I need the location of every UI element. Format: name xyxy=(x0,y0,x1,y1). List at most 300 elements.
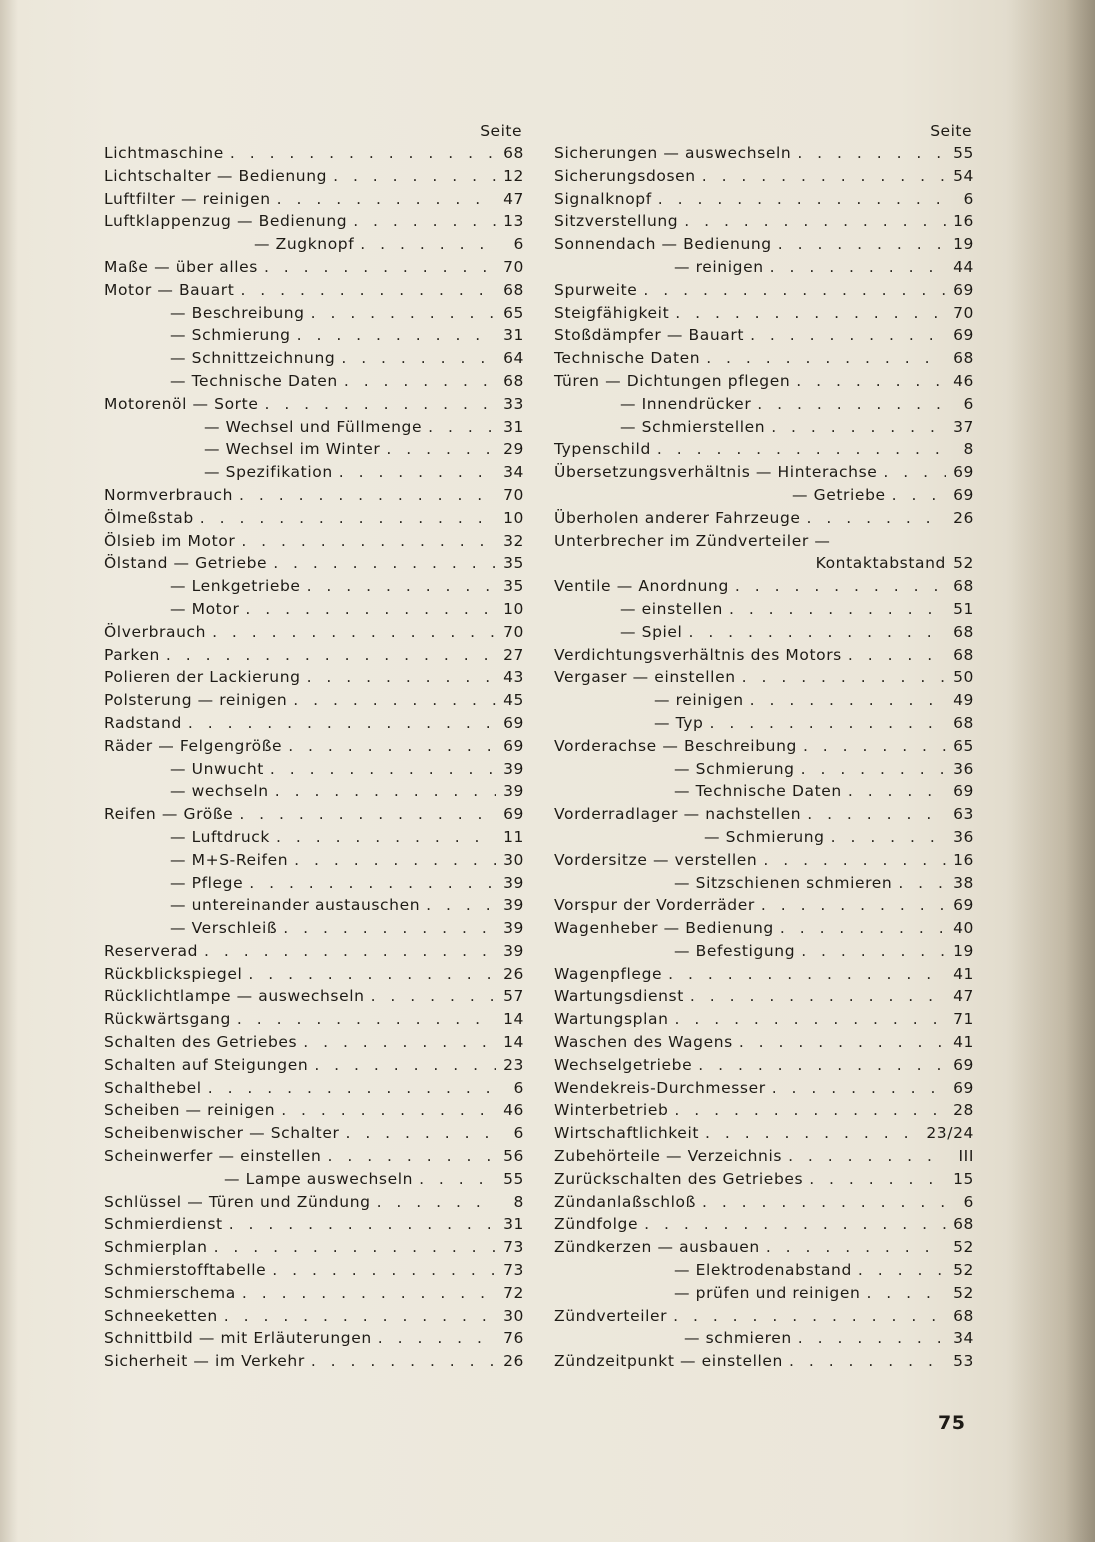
index-entry-text: Schmierdienst xyxy=(104,1215,223,1234)
index-entry-text: Schneeketten xyxy=(104,1306,218,1325)
index-entry xyxy=(104,917,524,940)
index-entry-text: Polieren der Lackierung xyxy=(104,668,301,687)
index-entry xyxy=(554,666,974,689)
index-entry-page: 54 xyxy=(953,166,974,185)
index-entry xyxy=(554,780,974,803)
leader-dots xyxy=(275,780,496,803)
index-entry xyxy=(104,461,524,484)
index-entry xyxy=(104,758,524,781)
index-entry-page: 70 xyxy=(503,485,524,504)
leader-dots xyxy=(239,484,496,507)
leader-dots xyxy=(644,1213,946,1236)
leader-dots xyxy=(780,917,946,940)
leader-dots xyxy=(729,598,946,621)
index-entry xyxy=(554,1350,974,1373)
index-entry-text: Zurückschalten des Getriebes xyxy=(554,1169,804,1188)
index-entry-page: 19 xyxy=(953,941,974,960)
index-entry-page: 41 xyxy=(953,964,974,983)
index-entry-page: 70 xyxy=(953,303,974,322)
leader-dots xyxy=(264,256,496,279)
leader-dots xyxy=(276,826,496,849)
index-entry-text: Wagenpflege xyxy=(554,964,663,983)
leader-dots xyxy=(426,894,496,917)
leader-dots xyxy=(248,963,496,986)
index-entry xyxy=(104,1145,524,1168)
index-entry-text: — Wechsel im Winter xyxy=(204,440,381,459)
index-entry-text: Verdichtungsverhältnis des Motors xyxy=(554,645,842,664)
leader-dots xyxy=(801,758,946,781)
index-entry-text: — Typ xyxy=(654,713,704,732)
index-entry-page: 68 xyxy=(953,622,974,641)
index-entry xyxy=(554,279,974,302)
index-entry-text: — reinigen xyxy=(654,691,744,710)
leader-dots xyxy=(230,142,496,165)
index-entry xyxy=(554,461,974,484)
index-entry xyxy=(104,1305,524,1328)
index-entry xyxy=(554,621,974,644)
index-entry-page: 69 xyxy=(953,280,974,299)
index-entry-text: Scheiben — reinigen xyxy=(104,1101,276,1120)
index-entry-text: Rücklichtlampe — auswechseln xyxy=(104,987,365,1006)
index-entry-page: 68 xyxy=(503,280,524,299)
index-entry-page: 6 xyxy=(963,1192,974,1211)
index-entry xyxy=(104,1008,524,1031)
index-entry-page: 31 xyxy=(503,1215,524,1234)
index-entry xyxy=(554,1213,974,1236)
index-entry-page: 30 xyxy=(503,850,524,869)
index-entry-page: 41 xyxy=(953,1033,974,1052)
leader-dots xyxy=(303,1031,496,1054)
index-entry-page: 65 xyxy=(503,303,524,322)
index-entry-text: — M+S-Reifen xyxy=(170,850,289,869)
index-entry-page: 23/24 xyxy=(926,1124,974,1143)
index-entry-text: Wartungsplan xyxy=(554,1010,669,1029)
leader-dots xyxy=(739,1031,946,1054)
index-entry xyxy=(104,735,524,758)
index-entry-text: Radstand xyxy=(104,713,182,732)
leader-dots xyxy=(204,940,496,963)
index-entry xyxy=(104,712,524,735)
index-entry-text: — Elektrodenabstand xyxy=(674,1261,852,1280)
leader-dots xyxy=(797,142,946,165)
index-column-right xyxy=(554,120,974,1373)
index-entry xyxy=(104,894,524,917)
index-entry-text: — Technische Daten xyxy=(674,782,842,801)
index-entry xyxy=(104,1031,524,1054)
index-entry xyxy=(554,917,974,940)
leader-dots xyxy=(214,1236,496,1259)
index-entry-page: 34 xyxy=(953,1329,974,1348)
leader-dots xyxy=(866,1282,946,1305)
index-entry-page: 73 xyxy=(503,1238,524,1257)
index-entry-page: 32 xyxy=(503,531,524,550)
leader-dots xyxy=(242,1282,496,1305)
index-entry xyxy=(554,507,974,530)
leader-dots xyxy=(272,1259,496,1282)
index-entry-page: 52 xyxy=(953,1261,974,1280)
index-entry-page: 6 xyxy=(963,394,974,413)
index-entry xyxy=(554,1305,974,1328)
index-entry-text: Luftfilter — reinigen xyxy=(104,189,271,208)
index-entry xyxy=(554,1031,974,1054)
seite-header-left: Seite xyxy=(480,122,522,140)
index-entry xyxy=(554,210,974,233)
index-entry-text: Ölverbrauch xyxy=(104,622,207,641)
index-entry-text: Vorderradlager — nachstellen xyxy=(554,805,802,824)
index-entry-text: Sonnendach — Bedienung xyxy=(554,235,772,254)
leader-dots xyxy=(798,1327,946,1350)
index-entry-page: 6 xyxy=(963,189,974,208)
index-entry xyxy=(104,940,524,963)
index-entry-page: 68 xyxy=(953,349,974,368)
index-entry xyxy=(104,689,524,712)
index-entry-page: 43 xyxy=(503,668,524,687)
index-entry xyxy=(554,393,974,416)
index-entry-page: 68 xyxy=(953,645,974,664)
index-entry xyxy=(554,963,974,986)
index-entry-page: 35 xyxy=(503,577,524,596)
index-entry-text: — untereinander austauschen xyxy=(170,896,421,915)
index-entry-text: — Spiel xyxy=(620,622,683,641)
index-entry xyxy=(104,438,524,461)
index-entry-text: — Befestigung xyxy=(674,941,796,960)
index-entry xyxy=(554,438,974,461)
index-entry-text: — Innendrücker xyxy=(620,394,752,413)
leader-dots xyxy=(188,712,496,735)
leader-dots xyxy=(690,985,946,1008)
index-entry-page: 53 xyxy=(953,1352,974,1371)
index-entry-text: Schmierplan xyxy=(104,1238,208,1257)
index-entry-text: — Getriebe xyxy=(792,485,886,504)
index-entry-page: 6 xyxy=(513,1124,524,1143)
index-entry-text: Rückblickspiegel xyxy=(104,964,243,983)
index-entry-page: 56 xyxy=(503,1147,524,1166)
leader-dots xyxy=(675,1008,946,1031)
index-entry xyxy=(104,552,524,575)
index-entry-page: 63 xyxy=(953,805,974,824)
leader-dots xyxy=(224,1305,496,1328)
index-entry xyxy=(104,279,524,302)
index-entry-text: Technische Daten xyxy=(554,349,701,368)
index-entry-page: 70 xyxy=(503,257,524,276)
leader-dots xyxy=(208,1077,496,1100)
index-entry-page: 68 xyxy=(503,371,524,390)
index-entry-text: Schlüssel — Türen und Zündung xyxy=(104,1192,371,1211)
index-entry-page: 76 xyxy=(503,1329,524,1348)
seite-header-right: Seite xyxy=(930,122,972,140)
index-entry-text: — Motor xyxy=(170,599,240,618)
leader-dots xyxy=(239,803,496,826)
index-entry-page: 46 xyxy=(953,371,974,390)
index-entry xyxy=(554,826,974,849)
index-entry-text: Zündfolge xyxy=(554,1215,639,1234)
index-entry-text: Sicherungen — auswechseln xyxy=(554,144,792,162)
leader-dots xyxy=(788,1145,946,1168)
index-entry-text: — Schmierung xyxy=(674,759,795,778)
index-entry xyxy=(104,1122,524,1145)
index-entry-page: 14 xyxy=(503,1033,524,1052)
leader-dots xyxy=(386,438,496,461)
index-entry-text: Ölsieb im Motor xyxy=(104,531,236,550)
index-entry xyxy=(104,666,524,689)
index-entry-page: 26 xyxy=(953,508,974,527)
index-entry xyxy=(554,1282,974,1305)
leader-dots xyxy=(249,872,496,895)
leader-dots xyxy=(297,324,496,347)
index-entry xyxy=(104,393,524,416)
index-entry xyxy=(554,1099,974,1122)
index-entry xyxy=(554,188,974,211)
index-entry-text: Spurweite xyxy=(554,280,638,299)
leader-dots xyxy=(294,849,496,872)
index-entry-text: — Lampe auswechseln xyxy=(224,1169,414,1188)
leader-dots xyxy=(273,552,496,575)
index-entry-text: — prüfen und reinigen xyxy=(674,1283,861,1302)
index-entry-text: — Verschleiß xyxy=(170,919,278,938)
index-entry-text: — Lenkgetriebe xyxy=(170,577,301,596)
leader-dots xyxy=(345,1122,496,1145)
index-entry-page: 69 xyxy=(503,736,524,755)
index-entry xyxy=(104,872,524,895)
leader-dots xyxy=(333,165,496,188)
index-entry xyxy=(104,575,524,598)
index-entry-page: 26 xyxy=(503,964,524,983)
index-entry-page: 69 xyxy=(953,782,974,801)
index-entry-text: Steigfähigkeit xyxy=(554,303,670,322)
index-entry-text: — Schmierung xyxy=(704,827,825,846)
index-entry xyxy=(554,416,974,439)
leader-dots xyxy=(229,1213,496,1236)
leader-dots xyxy=(307,575,496,598)
index-entry-page: 39 xyxy=(503,782,524,801)
index-entry-page: 69 xyxy=(503,805,524,824)
index-entry-page: 68 xyxy=(953,1215,974,1234)
leader-dots xyxy=(307,666,496,689)
index-entry-text: Wechselgetriebe xyxy=(554,1055,693,1074)
index-entry-page: 31 xyxy=(503,326,524,345)
leader-dots xyxy=(698,1054,946,1077)
index-entry-page: 73 xyxy=(503,1261,524,1280)
index-entry xyxy=(104,233,524,256)
page-number: 75 xyxy=(938,1412,966,1434)
index-entry-text: Zündzeitpunkt — einstellen xyxy=(554,1352,783,1371)
index-entry xyxy=(554,1236,974,1259)
leader-dots xyxy=(761,894,946,917)
index-entry-text: Vorspur der Vorderräder xyxy=(554,896,755,915)
index-entry-page: 52 xyxy=(953,1238,974,1257)
index-entry-page: 12 xyxy=(503,166,524,185)
leader-dots xyxy=(674,1099,946,1122)
leader-dots xyxy=(684,210,946,233)
leader-dots xyxy=(245,598,496,621)
index-entry xyxy=(104,1054,524,1077)
index-entry-page: 47 xyxy=(503,189,524,208)
index-entry-page: 71 xyxy=(953,1010,974,1029)
index-entry-page: 15 xyxy=(953,1169,974,1188)
index-entry-page: 11 xyxy=(503,827,524,846)
leader-dots xyxy=(750,689,946,712)
leader-dots xyxy=(237,1008,496,1031)
index-entry xyxy=(554,894,974,917)
index-entry-page: 72 xyxy=(503,1283,524,1302)
leader-dots xyxy=(809,1168,946,1191)
index-entry-page: 13 xyxy=(503,212,524,231)
index-entry-text: Vorderachse — Beschreibung xyxy=(554,736,797,755)
index-entry xyxy=(104,416,524,439)
index-entry-page: 46 xyxy=(503,1101,524,1120)
index-entry xyxy=(554,872,974,895)
leader-dots xyxy=(344,370,496,393)
index-entry-text: Scheinwerfer — einstellen xyxy=(104,1147,322,1166)
index-entry-page: 68 xyxy=(953,577,974,596)
leader-dots xyxy=(789,1350,946,1373)
index-entry-text: Überholen anderer Fahrzeuge xyxy=(554,508,801,527)
leader-dots xyxy=(858,1259,946,1282)
index-entry-page: 6 xyxy=(513,1078,524,1097)
index-entry-page: 34 xyxy=(503,463,524,482)
index-entry xyxy=(554,758,974,781)
index-entry xyxy=(104,256,524,279)
index-entry-page: 64 xyxy=(503,349,524,368)
leader-dots xyxy=(705,1122,920,1145)
index-entry-text: Zündanlaßschloß xyxy=(554,1192,696,1211)
index-entry-page: 69 xyxy=(953,485,974,504)
leader-dots xyxy=(807,803,946,826)
leader-dots xyxy=(803,735,946,758)
leader-dots xyxy=(763,849,946,872)
index-entry-text: Schnittbild — mit Erläuterungen xyxy=(104,1329,372,1348)
index-entry-text: — schmieren xyxy=(684,1329,792,1348)
index-entry xyxy=(104,849,524,872)
index-entry xyxy=(554,1327,974,1350)
index-entry xyxy=(554,484,974,507)
index-entry-page: 23 xyxy=(503,1055,524,1074)
index-entry-text: Sitzverstellung xyxy=(554,212,679,231)
index-entry-page: 50 xyxy=(953,668,974,687)
leader-dots xyxy=(277,188,496,211)
index-entry xyxy=(554,712,974,735)
index-entry-page: 39 xyxy=(503,919,524,938)
leader-dots xyxy=(264,393,496,416)
index-entry-page: 10 xyxy=(503,508,524,527)
leader-dots xyxy=(735,575,946,598)
index-entry-text: Schmierschema xyxy=(104,1283,236,1302)
index-entry xyxy=(554,689,974,712)
index-entry-page: 30 xyxy=(503,1306,524,1325)
index-entry-page: 69 xyxy=(503,713,524,732)
index-entry xyxy=(104,1077,524,1100)
index-entry-text: Lichtschalter — Bedienung xyxy=(104,166,328,185)
leader-dots xyxy=(293,689,496,712)
index-entry-text: Waschen des Wagens xyxy=(554,1033,733,1052)
leader-dots xyxy=(270,758,496,781)
index-list-left xyxy=(104,142,524,1373)
index-entry-text: Schalthebel xyxy=(104,1078,202,1097)
index-entry-page: 14 xyxy=(503,1010,524,1029)
leader-dots xyxy=(166,644,496,667)
index-entry-text: — Beschreibung xyxy=(170,303,305,322)
index-entry xyxy=(104,598,524,621)
leader-dots xyxy=(688,621,946,644)
index-entry-text: — Schmierstellen xyxy=(620,417,766,436)
index-entry xyxy=(104,1191,524,1214)
index-entry xyxy=(104,370,524,393)
index-entry-text: Türen — Dichtungen pflegen xyxy=(554,371,791,390)
index-entry xyxy=(554,1168,974,1191)
leader-dots xyxy=(353,210,496,233)
index-entry xyxy=(554,530,974,553)
leader-dots xyxy=(675,302,946,325)
index-entry-page: 19 xyxy=(953,235,974,254)
index-entry-text: Signalknopf xyxy=(554,189,652,208)
index-entry-page: 69 xyxy=(953,1055,974,1074)
leader-dots xyxy=(419,1168,496,1191)
leader-dots xyxy=(848,644,946,667)
index-entry-text: Scheibenwischer — Schalter xyxy=(104,1124,340,1143)
leader-dots xyxy=(240,279,496,302)
leader-dots xyxy=(288,735,496,758)
index-entry-page: 70 xyxy=(503,622,524,641)
leader-dots xyxy=(898,872,946,895)
index-entry-page: 68 xyxy=(953,1306,974,1325)
index-entry xyxy=(104,1282,524,1305)
index-entry xyxy=(554,644,974,667)
leader-dots xyxy=(892,484,946,507)
leader-dots xyxy=(772,1077,946,1100)
index-entry xyxy=(554,1191,974,1214)
index-entry xyxy=(104,530,524,553)
index-entry xyxy=(104,484,524,507)
leader-dots xyxy=(702,165,946,188)
index-entry-page: 52 xyxy=(953,1283,974,1302)
index-entry-page: 49 xyxy=(953,691,974,710)
leader-dots xyxy=(742,666,946,689)
index-entry-page: 6 xyxy=(513,235,524,254)
index-entry xyxy=(554,302,974,325)
index-entry xyxy=(104,1236,524,1259)
index-entry-text: Schalten des Getriebes xyxy=(104,1033,298,1052)
index-entry-page: 57 xyxy=(503,987,524,1006)
index-entry xyxy=(104,210,524,233)
leader-dots xyxy=(807,507,946,530)
index-entry-page: 68 xyxy=(503,144,524,162)
leader-dots xyxy=(281,1099,496,1122)
index-entry-text: Wirtschaftlichkeit xyxy=(554,1124,700,1143)
leader-dots xyxy=(311,302,496,325)
index-entry-text: Ventile — Anordnung xyxy=(554,577,729,596)
index-entry-page: 36 xyxy=(953,759,974,778)
index-column-left xyxy=(104,120,524,1373)
index-entry-text: Reifen — Größe xyxy=(104,805,234,824)
index-entry-text: Motorenöl — Sorte xyxy=(104,394,259,413)
index-entry-text: Ölstand — Getriebe xyxy=(104,554,268,573)
index-entry xyxy=(104,302,524,325)
index-entry-page: 31 xyxy=(503,417,524,436)
index-entry-page: 8 xyxy=(963,440,974,459)
index-entry-page: 55 xyxy=(503,1169,524,1188)
index-entry-text: — reinigen xyxy=(674,257,764,276)
index-entry-text: Typenschild xyxy=(554,440,651,459)
index-entry-page: 68 xyxy=(953,713,974,732)
index-entry-page: 28 xyxy=(953,1101,974,1120)
index-entry-text: Motor — Bauart xyxy=(104,280,235,299)
index-entry xyxy=(104,1350,524,1373)
leader-dots xyxy=(702,1191,946,1214)
index-entry-text: Wendekreis-Durchmesser xyxy=(554,1078,766,1097)
index-entry-page: 8 xyxy=(513,1192,524,1211)
leader-dots xyxy=(771,416,946,439)
leader-dots xyxy=(200,507,496,530)
